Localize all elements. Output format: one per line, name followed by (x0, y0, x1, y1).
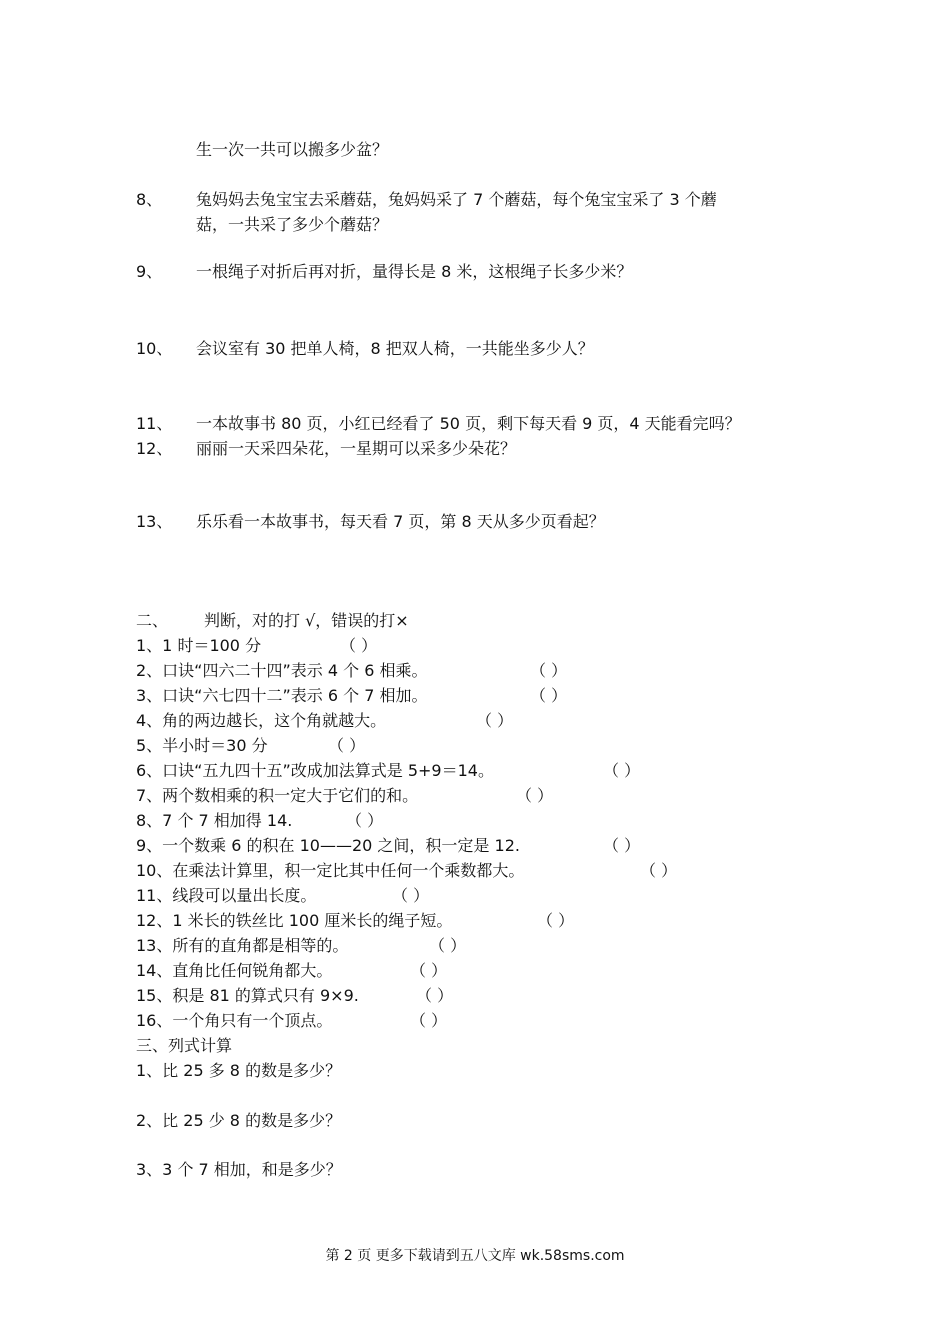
question-number: 9、 (136, 262, 163, 281)
answer-blank[interactable]: （ ） (476, 711, 514, 730)
judgment-item: 14、直角比任何锐角都大。 (136, 961, 333, 980)
section-2-title: 判断，对的打 √，错误的打× (204, 611, 409, 630)
judgment-item: 10、在乘法计算里，积一定比其中任何一个乘数都大。 (136, 861, 525, 880)
judgment-item: 15、积是 81 的算式只有 9×9. (136, 986, 359, 1005)
answer-blank[interactable]: （ ） (392, 886, 430, 905)
answer-blank[interactable]: （ ） (530, 661, 568, 680)
section-2-number: 二、 (136, 611, 169, 630)
answer-blank[interactable]: （ ） (429, 936, 467, 955)
answer-blank[interactable]: （ ） (410, 961, 448, 980)
question-number: 11、 (136, 414, 173, 433)
answer-blank[interactable]: （ ） (603, 836, 641, 855)
answer-blank[interactable]: （ ） (516, 786, 554, 805)
answer-blank[interactable]: （ ） (530, 686, 568, 705)
answer-blank[interactable]: （ ） (640, 861, 678, 880)
judgment-item: 16、一个角只有一个顶点。 (136, 1011, 333, 1030)
question-7-continuation: 生一次一共可以搬多少盆？ (196, 140, 389, 159)
question-9-text: 一根绳子对折后再对折，量得长是 8 米，这根绳子长多少米？ (196, 262, 633, 281)
judgment-item: 5、半小时＝30 分 (136, 736, 268, 755)
judgment-item: 7、两个数相乘的积一定大于它们的和。 (136, 786, 419, 805)
judgment-item: 12、1 米长的铁丝比 100 厘米长的绳子短。 (136, 911, 453, 930)
question-number: 13、 (136, 512, 173, 531)
judgment-item: 13、所有的直角都是相等的。 (136, 936, 349, 955)
judgment-item: 3、口诀“六七四十二”表示 6 个 7 相加。 (136, 686, 428, 705)
page-footer: 第 2 页 更多下载请到五八文库 wk.58sms.com (325, 1248, 625, 1264)
question-12-text: 丽丽一天采四朵花，一星期可以采多少朵花？ (196, 439, 517, 458)
calc-item: 1、比 25 多 8 的数是多少？ (136, 1061, 342, 1080)
calc-item: 2、比 25 少 8 的数是多少？ (136, 1111, 342, 1130)
answer-blank[interactable]: （ ） (346, 811, 384, 830)
question-8-text-line2: 菇，一共采了多少个蘑菇？ (196, 215, 389, 234)
judgment-item: 1、1 时＝100 分 (136, 636, 262, 655)
question-8-text-line1: 兔妈妈去兔宝宝去采蘑菇，兔妈妈采了 7 个蘑菇，每个兔宝宝采了 3 个蘑 (196, 190, 717, 209)
question-11-text: 一本故事书 80 页，小红已经看了 50 页，剩下每天看 9 页，4 天能看完吗？ (196, 414, 741, 433)
judgment-item: 2、口诀“四六二十四”表示 4 个 6 相乘。 (136, 661, 428, 680)
answer-blank[interactable]: （ ） (603, 761, 641, 780)
judgment-item: 6、口诀“五九四十五”改成加法算式是 5+9＝14。 (136, 761, 494, 780)
question-number: 12、 (136, 439, 173, 458)
answer-blank[interactable]: （ ） (410, 1011, 448, 1030)
answer-blank[interactable]: （ ） (328, 736, 366, 755)
answer-blank[interactable]: （ ） (416, 986, 454, 1005)
judgment-item: 11、线段可以量出长度。 (136, 886, 317, 905)
question-10-text: 会议室有 30 把单人椅，8 把双人椅，一共能坐多少人？ (196, 339, 594, 358)
question-number: 10、 (136, 339, 173, 358)
section-3-title: 三、列式计算 (136, 1036, 233, 1055)
question-13-text: 乐乐看一本故事书，每天看 7 页，第 8 天从多少页看起？ (196, 512, 605, 531)
judgment-item: 4、角的两边越长，这个角就越大。 (136, 711, 387, 730)
calc-item: 3、3 个 7 相加，和是多少？ (136, 1160, 342, 1179)
answer-blank[interactable]: （ ） (340, 636, 378, 655)
judgment-item: 8、7 个 7 相加得 14. (136, 811, 293, 830)
answer-blank[interactable]: （ ） (537, 911, 575, 930)
question-number: 8、 (136, 190, 163, 209)
judgment-item: 9、一个数乘 6 的积在 10——20 之间，积一定是 12. (136, 836, 520, 855)
